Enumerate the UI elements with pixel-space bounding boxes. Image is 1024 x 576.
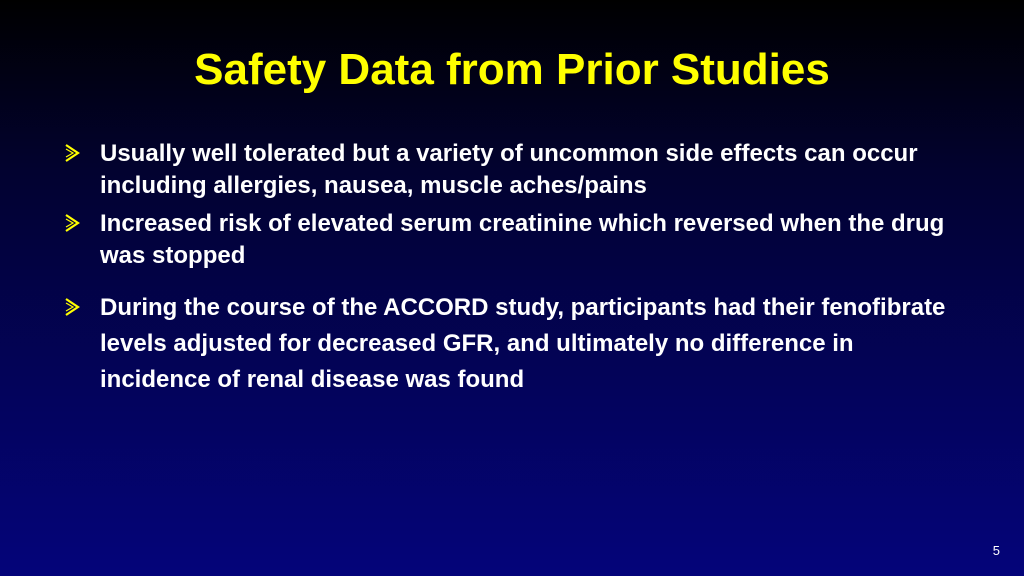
bullet-list xyxy=(60,138,960,398)
arrow-bullet-icon xyxy=(62,143,82,163)
bullet-item-2 xyxy=(60,208,960,272)
bullet-item-3 xyxy=(60,290,960,398)
bullet-text-3: During the course of the ACCORD study, participants had their fenofibrate levels adjusted for decreased GFR, and ultimately no difference in incidence of renal disease was found xyxy=(100,294,946,393)
arrow-bullet-icon xyxy=(62,297,82,317)
bullet-item-1 xyxy=(60,138,960,202)
bullet-text-2: Increased risk of elevated serum creatinine which reversed when the drug was stopped xyxy=(100,210,945,269)
page-number: 5 xyxy=(992,543,1000,558)
arrow-bullet-icon xyxy=(62,213,82,233)
slide-title: Safety Data from Prior Studies xyxy=(194,45,830,94)
bullet-text-1: Usually well tolerated but a variety of uncommon side effects can occur including allergies, nausea, muscle aches/pains xyxy=(100,140,918,199)
